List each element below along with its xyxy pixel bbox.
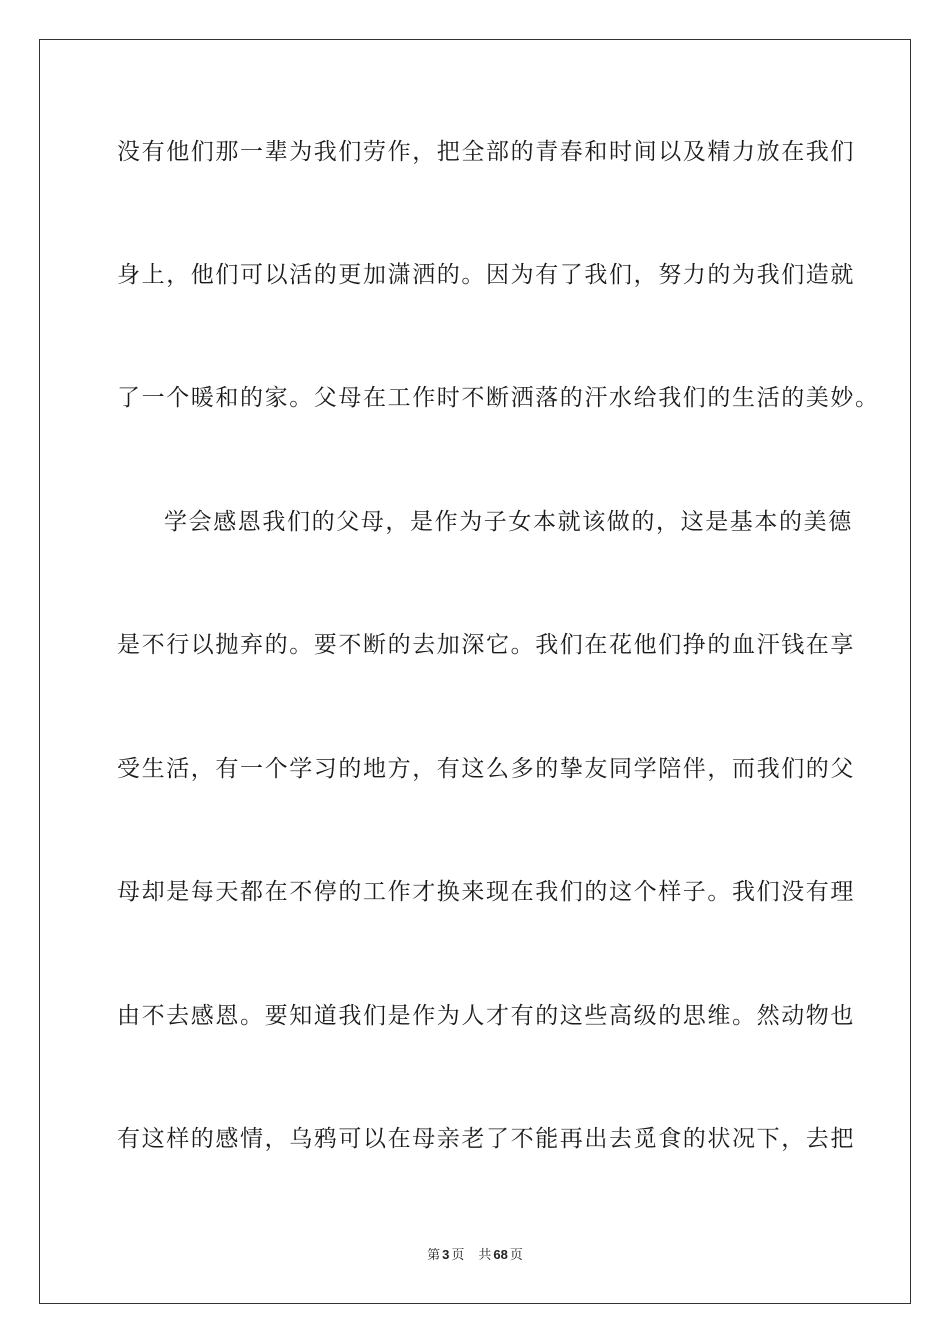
body-text-line: 由不去感恩。要知道我们是作为人才有的这些高级的思维。然动物也 xyxy=(117,1003,855,1029)
body-text-line: 身上，他们可以活的更加潇洒的。因为有了我们，努力的为我们造就 xyxy=(117,262,855,288)
footer-page-prefix: 第 xyxy=(427,1248,441,1263)
footer-page-suffix: 页 xyxy=(451,1248,465,1263)
footer-total-suffix: 页 xyxy=(509,1248,523,1263)
body-text-line: 受生活，有一个学习的地方，有这么多的挚友同学陪伴，而我们的父 xyxy=(117,756,855,782)
body-text-line: 母却是每天都在不停的工作才换来现在我们的这个样子。我们没有理 xyxy=(117,879,855,905)
body-text-line: 没有他们那一辈为我们劳作，把全部的青春和时间以及精力放在我们 xyxy=(117,139,855,165)
body-text-line: 有这样的感情，乌鸦可以在母亲老了不能再出去觅食的状况下，去把 xyxy=(117,1126,855,1152)
body-text-line: 是不行以抛弃的。要不断的去加深它。我们在花他们挣的血汗钱在享 xyxy=(117,632,855,658)
paragraph-first-line: 学会感恩我们的父母，是作为子女本就该做的，这是基本的美德 xyxy=(164,509,853,535)
page-footer xyxy=(0,1246,950,1265)
footer-page-number: 3 xyxy=(442,1247,450,1262)
footer-total-prefix: 共 xyxy=(478,1248,492,1263)
page-border xyxy=(39,39,911,1304)
body-text-line: 了一个暖和的家。父母在工作时不断洒落的汗水给我们的生活的美妙。 xyxy=(117,385,880,411)
footer-total-pages: 68 xyxy=(493,1247,508,1262)
